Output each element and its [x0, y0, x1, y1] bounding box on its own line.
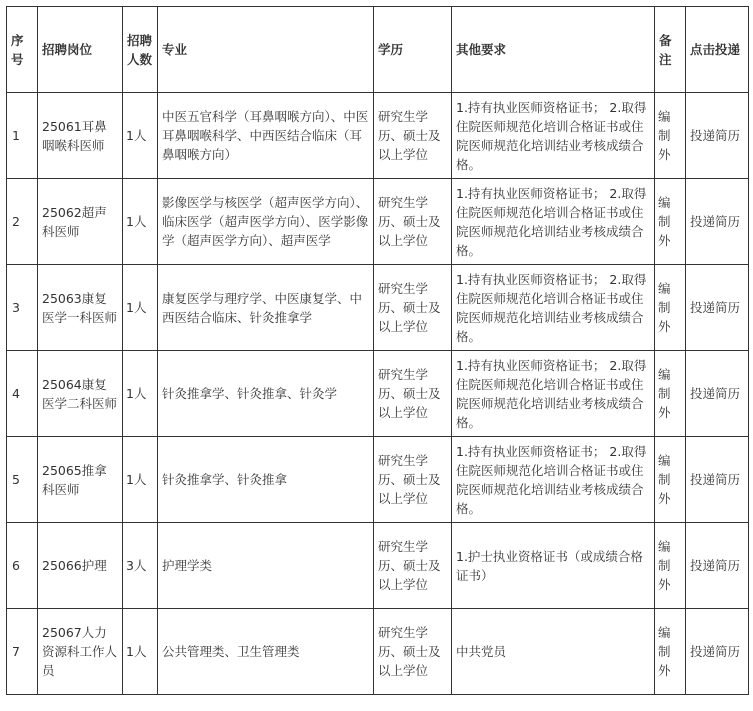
cell-education: 研究生学历、硕士及以上学位 — [374, 351, 452, 437]
apply-link[interactable]: 投递简历 — [686, 179, 749, 265]
header-position: 招聘岗位 — [38, 7, 123, 93]
cell-count: 1人 — [123, 265, 158, 351]
cell-count: 1人 — [123, 179, 158, 265]
table-row — [7, 523, 749, 609]
cell-education: 研究生学历、硕士及以上学位 — [374, 93, 452, 179]
table-row — [7, 265, 749, 351]
cell-major: 影像医学与核医学（超声医学方向）、临床医学（超声医学方向）、医学影像学（超声医学方向）、超声医学 — [158, 179, 374, 265]
cell-count: 1人 — [123, 437, 158, 523]
header-count: 招聘人数 — [123, 7, 158, 93]
cell-position: 25065推拿科医师 — [38, 437, 123, 523]
cell-remark: 编制外 — [655, 609, 686, 695]
cell-seq: 4 — [7, 351, 38, 437]
cell-major: 康复医学与理疗学、中医康复学、中西医结合临床、针灸推拿学 — [158, 265, 374, 351]
cell-remark: 编制外 — [655, 437, 686, 523]
cell-education: 研究生学历、硕士及以上学位 — [374, 523, 452, 609]
cell-remark: 编制外 — [655, 265, 686, 351]
cell-requirements: 1.持有执业医师资格证书； 2.取得住院医师规范化培训合格证书或住院医师规范化培训结业考核成绩合格。 — [452, 265, 655, 351]
cell-requirements: 1.护士执业资格证书（或成绩合格证书） — [452, 523, 655, 609]
cell-major: 针灸推拿学、针灸推拿 — [158, 437, 374, 523]
table-row — [7, 351, 749, 437]
cell-remark: 编制外 — [655, 93, 686, 179]
header-education: 学历 — [374, 7, 452, 93]
cell-position: 25064康复医学二科医师 — [38, 351, 123, 437]
cell-requirements: 1.持有执业医师资格证书； 2.取得住院医师规范化培训合格证书或住院医师规范化培训结业考核成绩合格。 — [452, 351, 655, 437]
cell-count: 3人 — [123, 523, 158, 609]
cell-position: 25061耳鼻咽喉科医师 — [38, 93, 123, 179]
apply-link[interactable]: 投递简历 — [686, 93, 749, 179]
apply-link[interactable]: 投递简历 — [686, 265, 749, 351]
cell-count: 1人 — [123, 93, 158, 179]
cell-major: 公共管理类、卫生管理类 — [158, 609, 374, 695]
cell-seq: 1 — [7, 93, 38, 179]
cell-count: 1人 — [123, 609, 158, 695]
cell-seq: 2 — [7, 179, 38, 265]
cell-seq: 5 — [7, 437, 38, 523]
apply-link[interactable]: 投递简历 — [686, 351, 749, 437]
table-row — [7, 609, 749, 695]
table-row — [7, 179, 749, 265]
cell-seq: 7 — [7, 609, 38, 695]
header-remark: 备注 — [655, 7, 686, 93]
cell-remark: 编制外 — [655, 179, 686, 265]
header-requirements: 其他要求 — [452, 7, 655, 93]
cell-requirements: 1.持有执业医师资格证书； 2.取得住院医师规范化培训合格证书或住院医师规范化培训结业考核成绩合格。 — [452, 93, 655, 179]
cell-requirements: 中共党员 — [452, 609, 655, 695]
cell-requirements: 1.持有执业医师资格证书； 2.取得住院医师规范化培训合格证书或住院医师规范化培训结业考核成绩合格。 — [452, 179, 655, 265]
cell-position: 25063康复医学一科医师 — [38, 265, 123, 351]
cell-count: 1人 — [123, 351, 158, 437]
cell-position: 25066护理 — [38, 523, 123, 609]
cell-education: 研究生学历、硕士及以上学位 — [374, 437, 452, 523]
cell-position: 25067人力资源科工作人员 — [38, 609, 123, 695]
header-seq: 序号 — [7, 7, 38, 93]
header-apply: 点击投递 — [686, 7, 749, 93]
apply-link[interactable]: 投递简历 — [686, 609, 749, 695]
cell-seq: 3 — [7, 265, 38, 351]
cell-major: 针灸推拿学、针灸推拿、针灸学 — [158, 351, 374, 437]
cell-education: 研究生学历、硕士及以上学位 — [374, 265, 452, 351]
apply-link[interactable]: 投递简历 — [686, 437, 749, 523]
table-row — [7, 93, 749, 179]
header-major: 专业 — [158, 7, 374, 93]
cell-major: 护理学类 — [158, 523, 374, 609]
apply-link[interactable]: 投递简历 — [686, 523, 749, 609]
cell-education: 研究生学历、硕士及以上学位 — [374, 179, 452, 265]
table-row — [7, 437, 749, 523]
cell-position: 25062超声科医师 — [38, 179, 123, 265]
cell-remark: 编制外 — [655, 523, 686, 609]
cell-requirements: 1.持有执业医师资格证书； 2.取得住院医师规范化培训合格证书或住院医师规范化培训结业考核成绩合格。 — [452, 437, 655, 523]
cell-seq: 6 — [7, 523, 38, 609]
table-header-row — [7, 7, 749, 93]
cell-remark: 编制外 — [655, 351, 686, 437]
recruitment-table — [6, 6, 749, 695]
cell-major: 中医五官科学（耳鼻咽喉方向）、中医耳鼻咽喉科学、中西医结合临床（耳鼻咽喉方向） — [158, 93, 374, 179]
cell-education: 研究生学历、硕士及以上学位 — [374, 609, 452, 695]
